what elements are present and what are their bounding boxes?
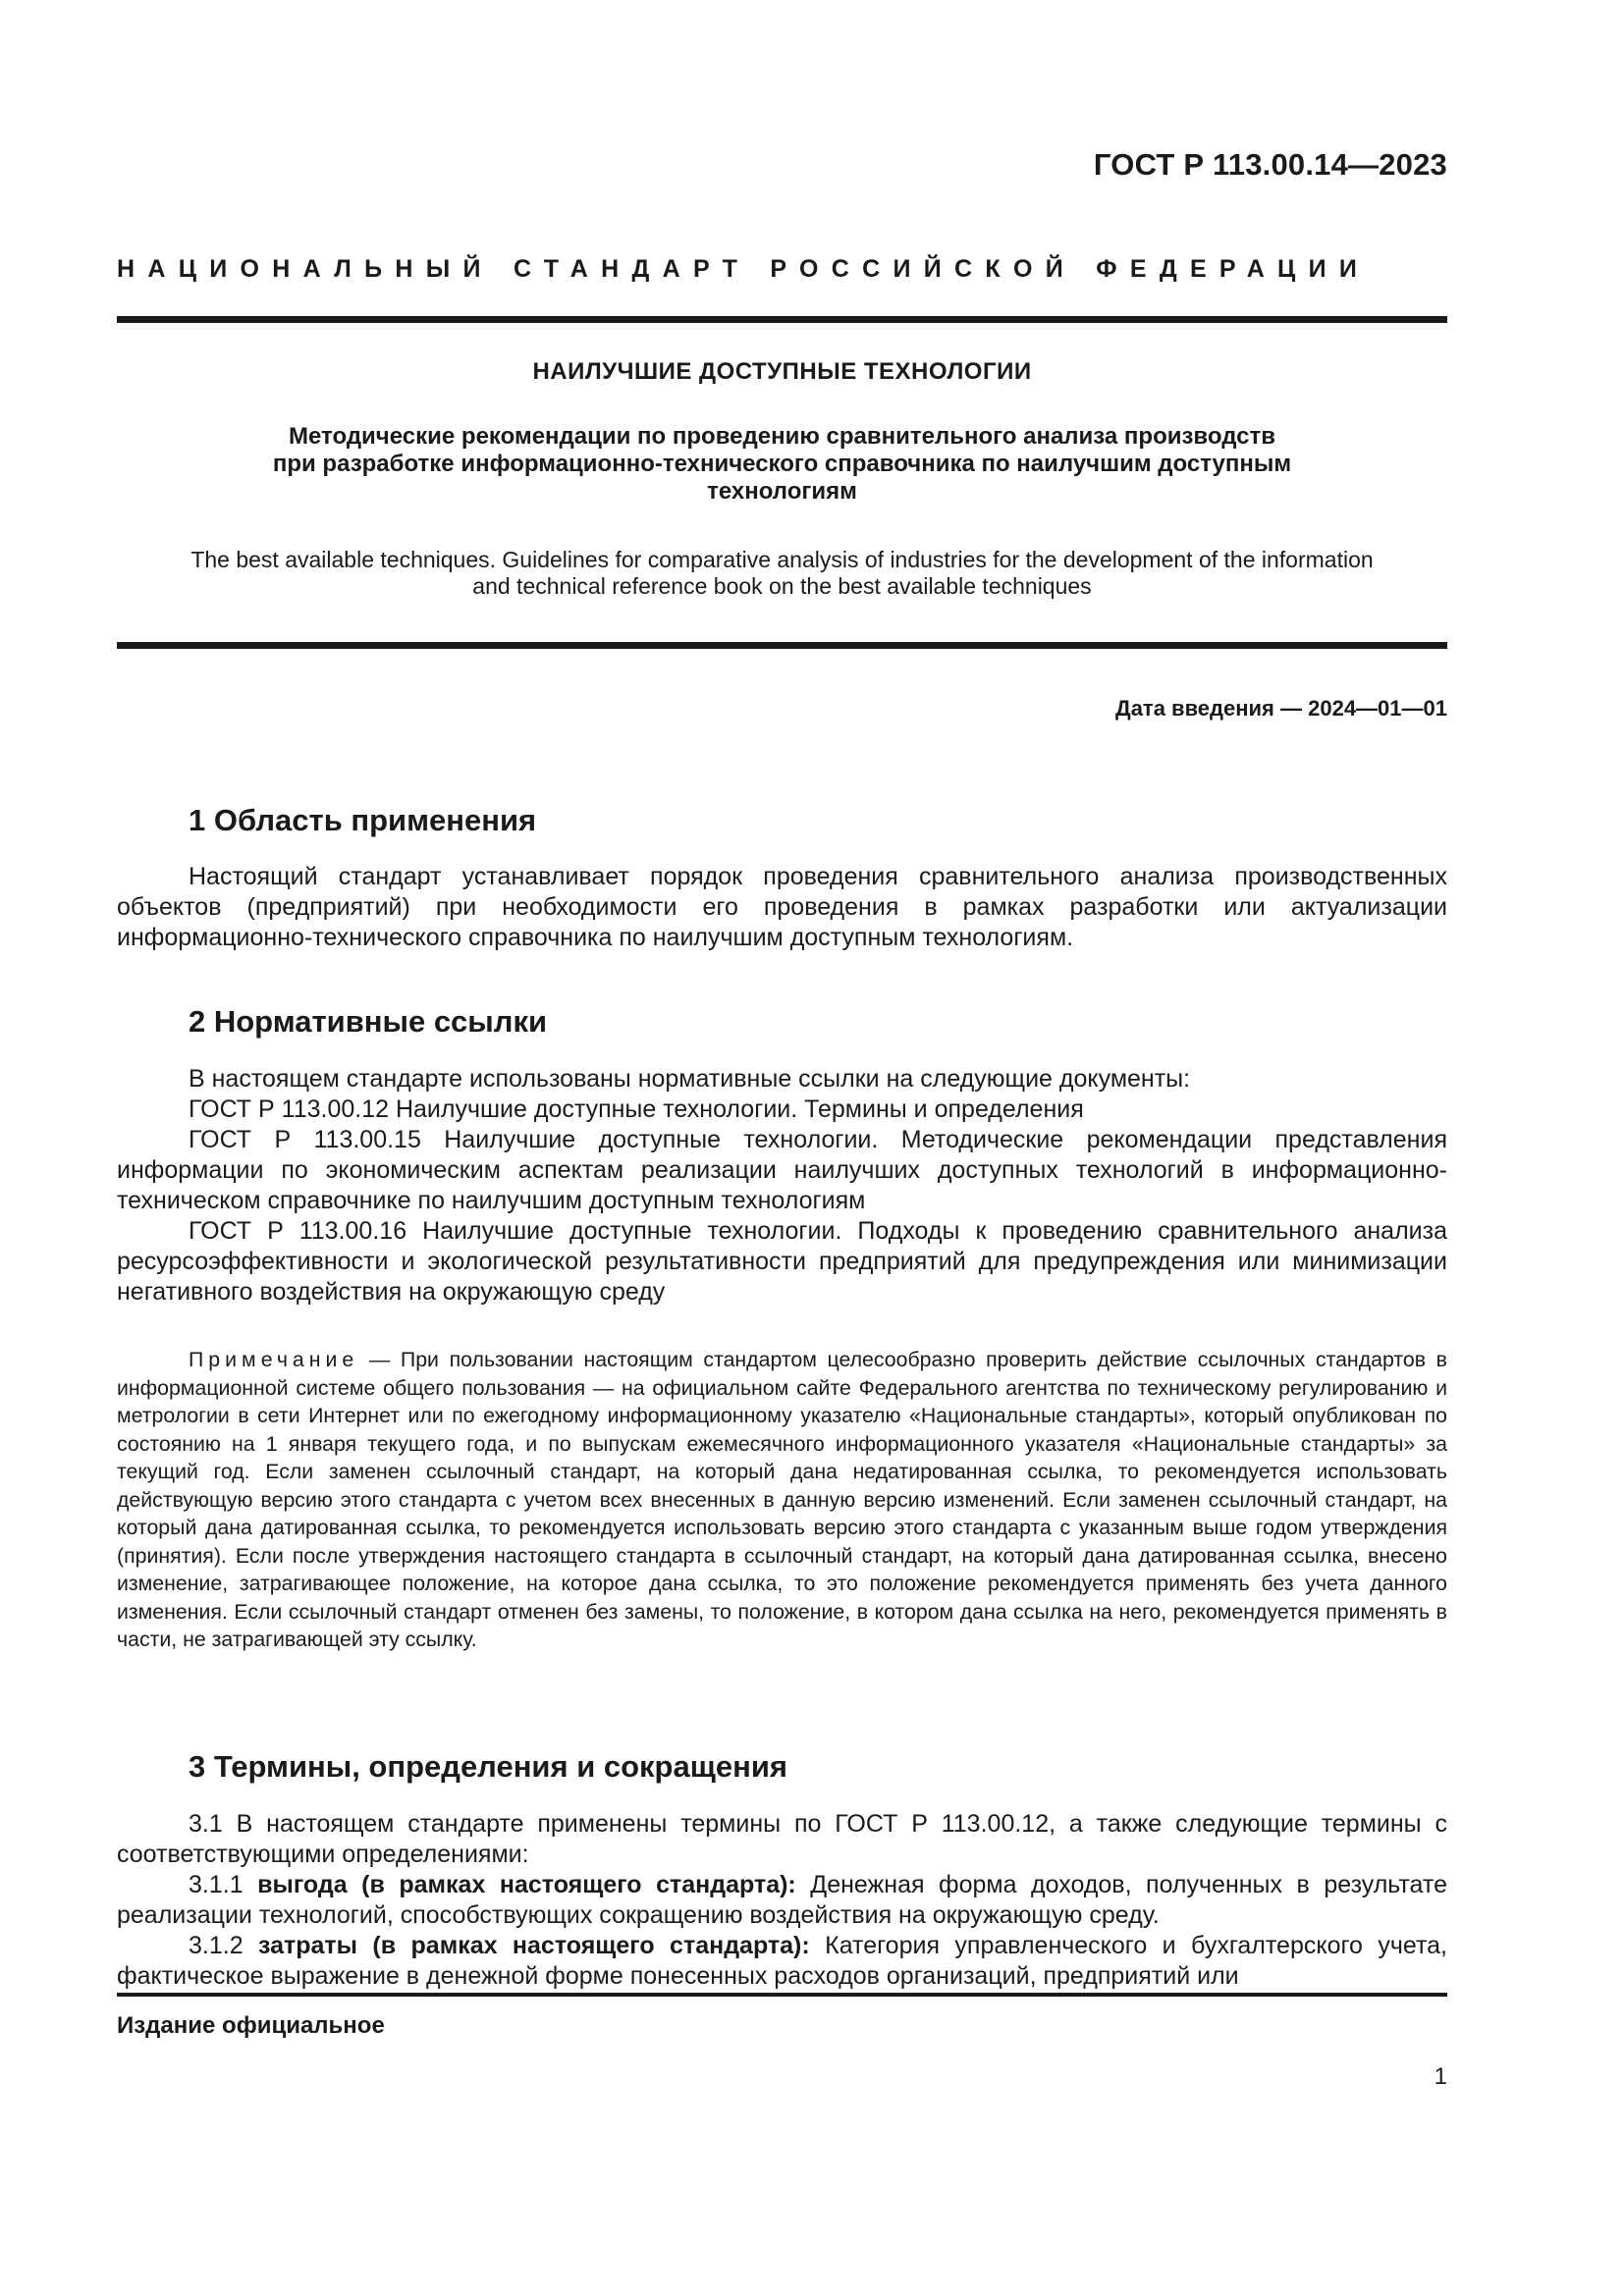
term-definition (117, 1931, 1447, 1992)
term-number: 3.1.2 (189, 1932, 259, 1959)
title-rule (117, 642, 1447, 649)
term-name: выгода (в рамках настоящего стандарта): (257, 1871, 796, 1898)
normative-reference: ГОСТ Р 113.00.12 Наилучшие доступные технологии. Термины и определения (189, 1095, 1084, 1123)
official-edition-label: Издание официальное (117, 2012, 385, 2039)
subtitle-line: Методические рекомендации по проведению сравнительного анализа производств (289, 423, 1275, 450)
subtitle-line: при разработке информационно-технического справочника по наилучшим доступным (272, 451, 1292, 477)
section-1-body (117, 862, 1447, 953)
document-title: НАИЛУЧШИЕ ДОСТУПНЫЕ ТЕХНОЛОГИИ (532, 358, 1032, 385)
national-standard-title: НАЦИОНАЛЬНЫЙ СТАНДАРТ РОССИЙСКОЙ ФЕДЕРАЦИИ (117, 255, 1371, 283)
note-paragraph (117, 1346, 1447, 1654)
note-text: — При пользовании настоящим стандартом целесообразно проверить действие ссылочных стандартов в информационной системе общего пользования — на официальном сайте Федерального агентства по техническому регулированию и метрологии в сети Интернет или по ежегодному информационному указателю «Национальные стандарты», который опубликован по состоянию на 1 января текущего года, и по выпускам ежемесячного информационного указателя «Национальные стандарты» за текущий год. Если заменен ссылочный стандарт, на который дана недатированная ссылка, то рекомендуется использовать действующую версию этого стандарта с учетом всех внесенных в данную версию изменений. Если заменен ссылочный стандарт, на который дана датированная ссылка, то рекомендуется использовать версию этого стандарта с указанным выше годом утверждения (принятия). Если после утверждения настоящего стандарта в ссылочный стандарт, на который дана датированная ссылка, внесено изменение, затрагивающее положение, на которое дана ссылка, то это положение рекомендуется применять без учета данного изменения. Если ссылочный стандарт отменен без замены, то положение, в котором дана ссылка на него, рекомендуется применять в части, не затрагивающей эту ссылку. (117, 1348, 1447, 1651)
paragraph: 3.1 В настоящем стандарте применены термины по ГОСТ Р 113.00.12, а также следующие термины с соответствующими определениями: (117, 1810, 1447, 1868)
term-number: 3.1.1 (189, 1871, 258, 1898)
english-title-line: The best available techniques. Guidelines for comparative analysis of industries for the development of the information (190, 547, 1374, 572)
term-definition (117, 1870, 1447, 1931)
note-label: Примечание (189, 1348, 359, 1371)
subtitle-line: технологиям (707, 478, 857, 505)
section-2-body (117, 1064, 1447, 1308)
term-text: Денежная форма доходов, полученных в результате реализации технологий, способствующих сокращению воздействия на окружающую среду. (117, 1871, 1447, 1929)
footer-rule (117, 1993, 1447, 1997)
english-title (117, 547, 1447, 600)
term-name: затраты (в рамках настоящего стандарта): (258, 1932, 810, 1959)
normative-reference: ГОСТ Р 113.00.16 Наилучшие доступные технологии. Подходы к проведению сравнительного анализа ресурсоэффективности и экологической результативности предприятий для предупреждения или минимизации негативного воздействия на окружающую среду (117, 1217, 1447, 1306)
note-block (117, 1346, 1447, 1654)
date-of-introduction: Дата введения — 2024—01—01 (1115, 696, 1447, 721)
standard-number: ГОСТ Р 113.00.14—2023 (1093, 147, 1447, 182)
english-title-line: and technical reference book on the best available techniques (472, 573, 1092, 599)
section-1-heading: 1 Область применения (189, 803, 537, 837)
section-3-body (117, 1809, 1447, 1992)
term-text: Категория управленческого и бухгалтерского учета, фактическое выражение в денежной форме понесенных расходов организаций, предприятий или (117, 1932, 1447, 1990)
paragraph: В настоящем стандарте использованы нормативные ссылки на следующие документы: (189, 1065, 1191, 1093)
document-subtitle (117, 423, 1447, 506)
section-3-heading: 3 Термины, определения и сокращения (189, 1749, 787, 1784)
normative-reference: ГОСТ Р 113.00.15 Наилучшие доступные технологии. Методические рекомендации представления информации по экономическим аспектам реализации наилучших доступных технологий в информационно-техническом справочнике по наилучшим доступным технологиям (117, 1126, 1447, 1214)
paragraph: Настоящий стандарт устанавливает порядок проведения сравнительного анализа производственных объектов (предприятий) при необходимости его проведения в рамках разработки или актуализации информационно-технического справочника по наилучшим доступным технологиям. (117, 863, 1447, 951)
header-rule (117, 316, 1447, 323)
page-number: 1 (1434, 2063, 1447, 2090)
section-2-heading: 2 Нормативные ссылки (189, 1004, 548, 1039)
